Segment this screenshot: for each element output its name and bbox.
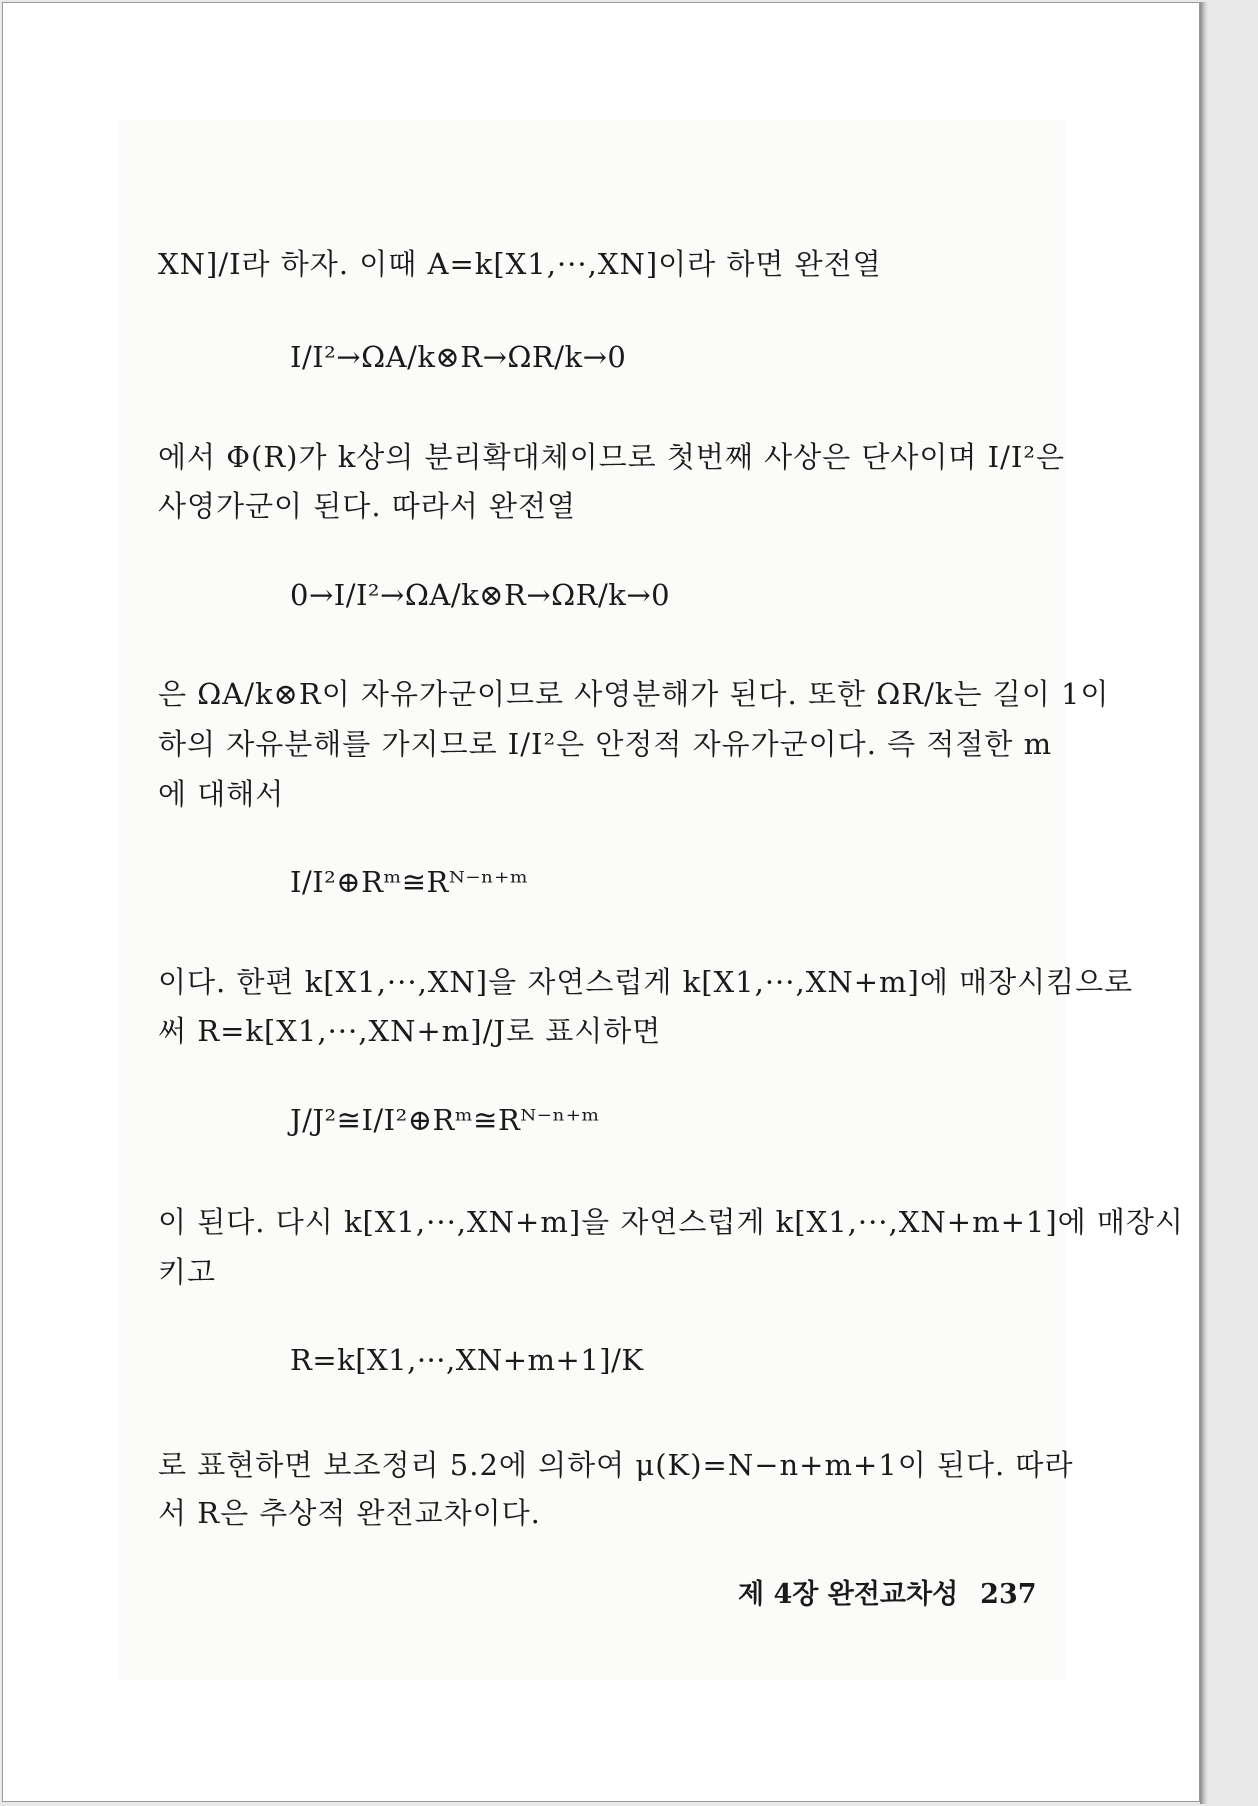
text-line: 이 된다. 다시 k[X1,···,XN+m]을 자연스럽게 k[X1,···,XN+m+1]에 매장시 <box>158 1205 1184 1239</box>
equation: 0→I/I²→ΩA/k⊗R→ΩR/k→0 <box>290 578 671 612</box>
text-line: 하의 자유분해를 가지므로 I/I²은 안정적 자유가군이다. 즉 적절한 m <box>158 727 1053 761</box>
text-line: 사영가군이 된다. 따라서 완전열 <box>158 489 577 523</box>
equation: R=k[X1,···,XN+m+1]/K <box>290 1343 644 1377</box>
text-line: 에서 Φ(R)가 k상의 분리확대체이므로 첫번째 사상은 단사이며 I/I²은 <box>158 440 1065 474</box>
text-line: 써 R=k[X1,···,XN+m]/J로 표시하면 <box>158 1014 662 1048</box>
text-line: 에 대해서 <box>158 777 285 811</box>
text-line: XN]/I라 하자. 이때 A=k[X1,···,XN]이라 하면 완전열 <box>158 247 882 281</box>
page-footer <box>738 1572 1037 1611</box>
equation: I/I²→ΩA/k⊗R→ΩR/k→0 <box>290 340 627 374</box>
equation: J/J²≅I/I²⊕Rᵐ≅Rᴺ⁻ⁿ⁺ᵐ <box>290 1103 600 1137</box>
page-edge-shadow <box>1200 2 1208 1804</box>
text-line: 은 ΩA/k⊗R이 자유가군이므로 사영분해가 된다. 또한 ΩR/k는 길이 1이 <box>158 677 1110 711</box>
equation: I/I²⊕Rᵐ≅Rᴺ⁻ⁿ⁺ᵐ <box>290 865 529 899</box>
text-line: 로 표현하면 보조정리 5.2에 의하여 μ(K)=N−n+m+1이 된다. 따라 <box>158 1448 1074 1482</box>
chapter-title: 제 4장 완전교차성 <box>738 1579 959 1610</box>
page-number: 237 <box>980 1579 1037 1610</box>
text-line: 키고 <box>158 1255 217 1289</box>
text-line: 서 R은 추상적 완전교차이다. <box>158 1496 541 1530</box>
text-line: 이다. 한편 k[X1,···,XN]을 자연스럽게 k[X1,···,XN+m]에 매장시킴으로 <box>158 965 1134 999</box>
